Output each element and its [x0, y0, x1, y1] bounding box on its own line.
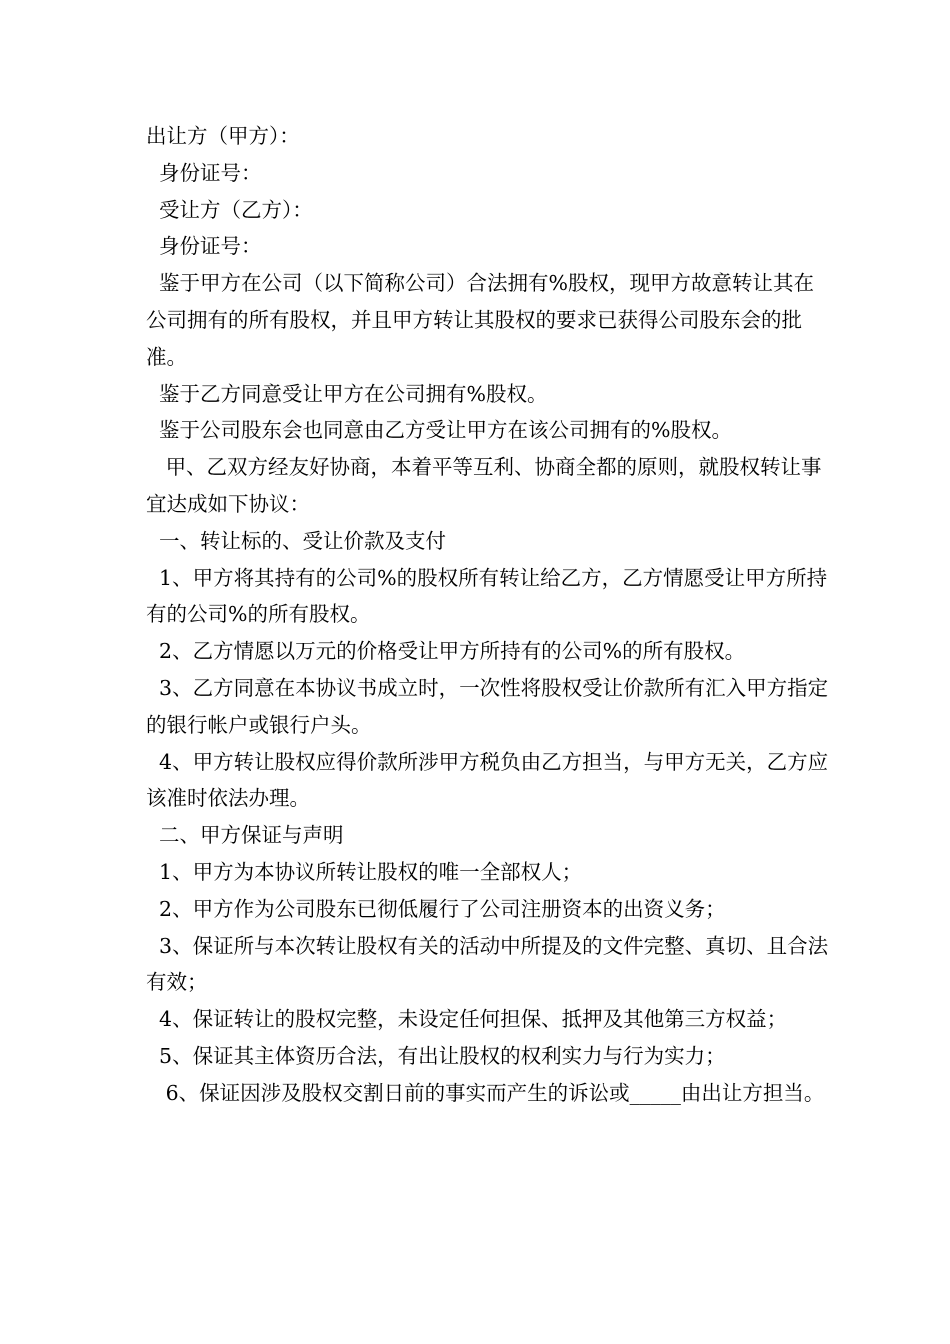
recital-3: 鉴于公司股东会也同意由乙方受让甲方在该公司拥有的%股权。 — [146, 418, 733, 443]
recital-2: 鉴于乙方同意受让甲方在公司拥有%股权。 — [146, 381, 548, 406]
section-2-item-6: 6、保证因涉及股权交割日前的事实而产生的诉讼或_____由出让方担当。 — [146, 1080, 825, 1105]
section-heading-2: 二、甲方保证与声明 — [146, 823, 344, 848]
section-2-item-3: 3、保证所与本次转让股权有关的活动中所提及的文件完整、真切、且合法有效； — [146, 933, 829, 995]
section-1-item-1: 1、甲方将其持有的公司%的股权所有转让给乙方，乙方情愿受让甲方所持有的公司%的所有股权。 — [146, 565, 828, 627]
section-1-item-2: 2、乙方情愿以万元的价格受让甲方所持有的公司%的所有股权。 — [146, 639, 746, 664]
party-a-label: 出让方（甲方）： — [146, 124, 300, 148]
section-2-item-5: 5、保证其主体资历合法，有出让股权的权利实力与行为实力； — [146, 1043, 726, 1068]
party-b-label: 受让方（乙方）： — [146, 197, 313, 222]
recital-1: 鉴于甲方在公司（以下简称公司）合法拥有%股权，现甲方故意转让其在公司拥有的所有股权，并且甲方转让其股权的要求已获得公司股东会的批准。 — [146, 271, 815, 369]
section-2-item-2: 2、甲方作为公司股东已彻低履行了公司注册资本的出资义务； — [146, 896, 726, 921]
section-2-item-4: 4、保证转让的股权完整，未设定任何担保、抵押及其他第三方权益； — [146, 1007, 788, 1032]
party-b-id-label: 身份证号： — [146, 234, 262, 259]
section-1-item-3: 3、乙方同意在本协议书成立时，一次性将股权受让价款所有汇入甲方指定的银行帐户或银行户头。 — [146, 675, 829, 737]
section-1-item-4: 4、甲方转让股权应得价款所涉甲方税负由乙方担当，与甲方无关，乙方应该准时依法办理。 — [146, 749, 829, 811]
section-2-item-1: 1、甲方为本协议所转让股权的唯一全部权人； — [146, 859, 583, 884]
party-a-id-label: 身份证号： — [146, 160, 262, 185]
document-page — [146, 118, 830, 1112]
agreement-intro: 甲、乙双方经友好协商，本着平等互利、协商全都的原则，就股权转让事宜达成如下协议： — [146, 455, 822, 516]
section-heading-1: 一、转让标的、受让价款及支付 — [146, 528, 447, 553]
